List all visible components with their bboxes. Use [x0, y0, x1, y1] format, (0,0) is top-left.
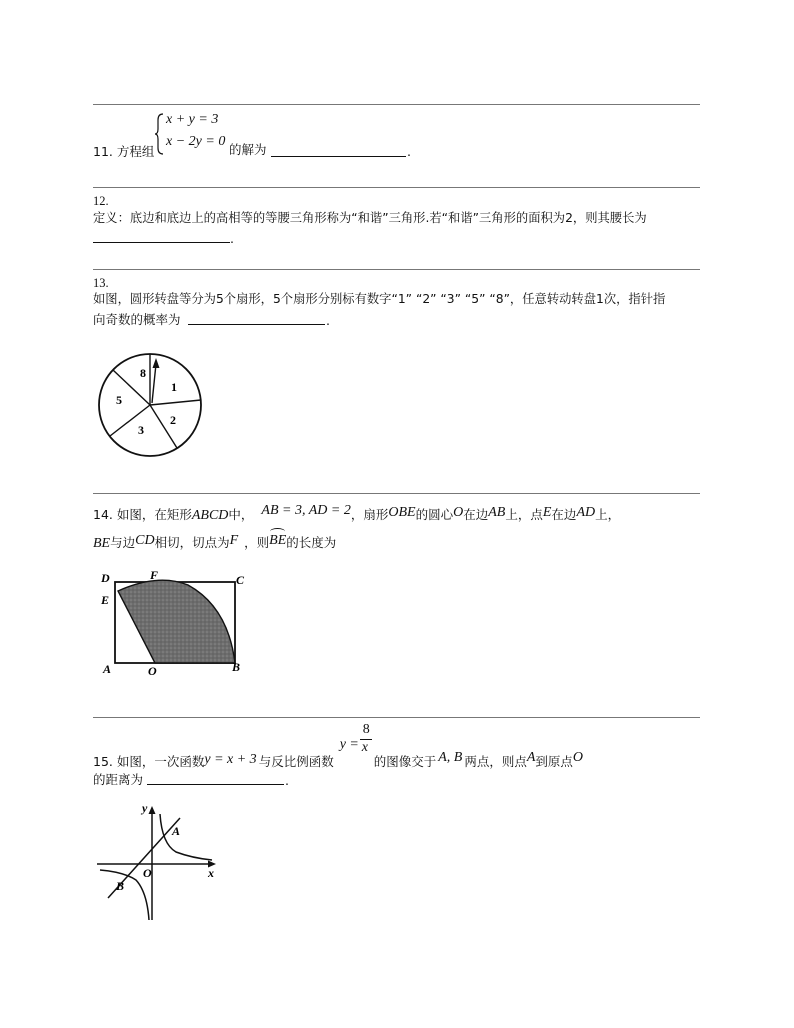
q14-text: 上，点: [505, 507, 543, 522]
arc-mark-icon: [270, 528, 285, 535]
point-label-b: B: [232, 660, 241, 674]
point-label-b: B: [116, 879, 125, 893]
q11-end: .: [407, 144, 411, 159]
q15-fraction: [338, 722, 374, 766]
q15-end: .: [285, 773, 289, 788]
q13-line1: 如图，圆形转盘等分为5个扇形，5个扇形分别标有数字“1” “2” “3” “5” “8”，任意转动转盘1次，指针指: [93, 292, 666, 306]
q14-math: CD: [135, 533, 155, 548]
sector-obe: [118, 580, 235, 663]
q15-text: 两点，则点: [464, 754, 527, 769]
spinner-label: 5: [116, 393, 122, 407]
q15-math: y = x + 3: [204, 752, 257, 767]
q11-number: 11. 方程组: [93, 144, 155, 159]
q15-text: 的图像交于: [373, 754, 437, 769]
q14-text: 在边: [463, 507, 489, 522]
q15-line2: 的距离为: [93, 772, 144, 787]
q14-math: O: [453, 505, 464, 520]
q12-end: .: [230, 231, 234, 246]
q14-math: OBE: [388, 505, 416, 520]
hyperbola-branch-2: [100, 870, 149, 920]
spinner-label: 3: [138, 423, 144, 437]
q14-text: 的圆心: [415, 507, 454, 522]
q15-math: A, B: [438, 750, 463, 765]
point-label-f: F: [150, 568, 159, 582]
point-label-a: A: [172, 824, 181, 838]
spinner-figure: [96, 352, 206, 462]
q12-answer-blank[interactable]: [93, 229, 230, 243]
q14-text: 的长度为: [286, 535, 337, 550]
q14-text: 与边: [110, 535, 136, 550]
q14-math: E: [542, 505, 552, 520]
q14-math: AB = 3, AD = 2: [261, 503, 351, 518]
q15-text: 到原点: [535, 754, 573, 769]
point-label-a: A: [103, 662, 112, 676]
q11-eq2: x − 2y = 0: [166, 134, 226, 149]
spinner-label: 1: [171, 380, 177, 394]
q14-math: F: [229, 533, 239, 548]
q12-text: 定义：底边和底边上的高相等的等腰三角形称为“和谐”三角形.若“和谐”三角形的面积为2，则其腰长为: [93, 211, 647, 225]
q11-answer-blank[interactable]: [271, 143, 406, 157]
q14-line2: [93, 534, 336, 553]
q15-math: O: [572, 750, 584, 765]
axis-label-x: x: [208, 866, 214, 880]
q15-math: y =: [339, 737, 359, 752]
q14-text: 在边: [551, 507, 577, 522]
divider-q11: [93, 104, 700, 105]
q15-fraction-den: x: [361, 740, 368, 755]
hyperbola-branch-1: [160, 814, 212, 860]
q14-text: ，则: [244, 535, 270, 550]
q14-math: ABCD: [191, 508, 229, 523]
q12-number: 12.: [93, 194, 109, 208]
q14-text: 上，: [595, 507, 621, 522]
divider-q14: [93, 493, 700, 494]
q15-fraction-num: 8: [362, 722, 370, 737]
divider-q13: [93, 269, 700, 270]
q15-text: 15. 如图，一次函数: [93, 754, 205, 769]
q13-end: .: [326, 313, 330, 328]
function-graph-figure: [94, 800, 224, 924]
q11-eq1: x + y = 3: [166, 112, 219, 127]
divider-q15: [93, 717, 700, 718]
q15-math: A: [526, 750, 536, 765]
point-label-c: C: [236, 573, 245, 587]
q15-text: 与反比例函数: [258, 754, 334, 769]
q11-brace: [155, 112, 165, 156]
q13-number: 13.: [93, 276, 109, 290]
point-label-d: D: [101, 571, 110, 585]
q15-line1: [93, 722, 584, 772]
spinner-label: 2: [170, 413, 176, 427]
q14-math: BE: [269, 533, 287, 548]
rectangle-sector-figure: [98, 567, 250, 679]
q14-text: 中，: [228, 507, 254, 522]
divider-q12: [93, 187, 700, 188]
q15-answer-blank[interactable]: [147, 771, 284, 785]
q14-math: AD: [576, 505, 596, 520]
q14-line1: [93, 503, 621, 525]
q14-text: 相切，切点为: [154, 535, 230, 550]
q13-line2: 向奇数的概率为: [93, 312, 181, 327]
q11-tail: 的解为: [229, 142, 267, 157]
q14-math: BE: [93, 536, 111, 551]
q14-arc-be: [269, 532, 286, 550]
axis-label-y: y: [142, 801, 148, 815]
spinner-label: 8: [140, 366, 146, 380]
point-label-e: E: [101, 593, 110, 607]
origin-label: O: [143, 866, 152, 880]
q14-math: AB: [488, 505, 506, 520]
q14-text: 14. 如图，在矩形: [93, 507, 192, 522]
point-label-o: O: [148, 664, 157, 678]
q14-text: ，扇形: [350, 507, 389, 522]
q13-answer-blank[interactable]: [188, 311, 325, 325]
y-axis-arrow-icon: [149, 806, 156, 814]
